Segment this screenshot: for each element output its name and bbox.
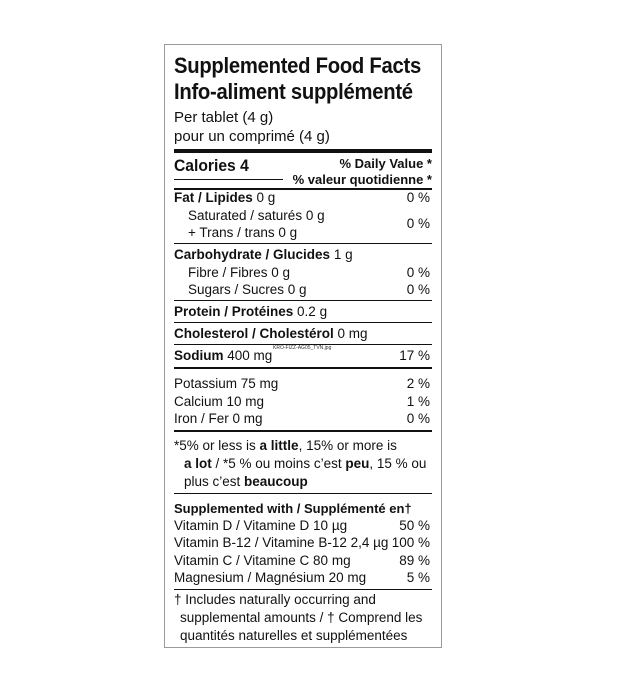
footnote-star: * xyxy=(174,438,180,453)
sugars-line: Sugars / Sucres 0 g xyxy=(188,282,307,297)
sugars-percent: 0 % xyxy=(406,282,430,297)
footnote-text-3: / *5 % ou moins c’est xyxy=(211,456,346,471)
vitamin-b12-line: Vitamin B-12 / Vitamine B-12 2,4 µg xyxy=(174,535,389,550)
carb-amount: 1 g xyxy=(333,247,353,262)
potassium-line: Potassium 75 mg xyxy=(174,376,279,391)
dagger-note-line-1: † Includes naturally occurring and xyxy=(174,592,376,607)
carb-name: Carbohydrate / Glucides xyxy=(174,247,331,262)
sodium-name: Sodium xyxy=(174,348,224,363)
carbohydrate-row xyxy=(174,248,353,262)
footnote-rule xyxy=(174,493,432,494)
saturated-trans-percent: 0 % xyxy=(406,216,430,231)
cholesterol-row xyxy=(174,327,368,341)
dagger-note-line-3: quantités naturelles et supplémentées xyxy=(180,628,408,643)
nutrition-facts-panel xyxy=(164,44,442,648)
saturated-line: Saturated / saturés 0 g xyxy=(188,208,325,223)
footnote-text-1: 5% or less is xyxy=(179,438,260,453)
iron-percent: 0 % xyxy=(406,411,430,426)
calcium-line: Calcium 10 mg xyxy=(174,394,265,409)
calories-underline xyxy=(174,179,283,180)
cholesterol-amount: 0 mg xyxy=(337,326,368,341)
serving-size-french: pour un comprimé (4 g) xyxy=(174,128,330,145)
footnote-text-2: , 15% or more is xyxy=(298,438,397,453)
footnote-text-4: , 15 % ou xyxy=(369,456,427,471)
daily-value-english: % Daily Value * xyxy=(339,156,432,171)
fat-percent: 0 % xyxy=(406,190,430,205)
minerals-rule xyxy=(174,430,432,432)
trans-line: + Trans / trans 0 g xyxy=(188,225,298,240)
title-french: Info-aliment supplémenté xyxy=(174,79,413,104)
protein-amount: 0.2 g xyxy=(297,304,328,319)
dagger-note-line-2: supplemental amounts / † Comprend les xyxy=(180,610,423,625)
carb-rule xyxy=(174,300,432,301)
potassium-percent: 2 % xyxy=(406,376,430,391)
sodium-rule xyxy=(174,367,432,369)
protein-name: Protein / Protéines xyxy=(174,304,294,319)
vitamin-c-line: Vitamin C / Vitamine C 80 mg xyxy=(174,553,351,568)
calories-label: Calories 4 xyxy=(174,156,249,175)
magnesium-percent: 5 % xyxy=(406,570,430,585)
fat-row xyxy=(174,191,275,205)
protein-row xyxy=(174,305,327,319)
footnote-beaucoup: beaucoup xyxy=(244,474,308,489)
fibre-percent: 0 % xyxy=(406,265,430,280)
sodium-row xyxy=(174,349,272,363)
footnote-text-5: plus c’est xyxy=(184,474,245,489)
fat-rule xyxy=(174,243,432,244)
daily-value-footnote xyxy=(174,437,436,491)
fibre-line: Fibre / Fibres 0 g xyxy=(188,265,291,280)
file-code-label: KRO-FIZZ-AG05_TVN.jpg xyxy=(273,345,332,351)
protein-rule xyxy=(174,322,432,323)
daily-value-french: % valeur quotidienne * xyxy=(292,172,432,187)
top-thick-rule xyxy=(174,149,432,153)
fat-name: Fat / Lipides xyxy=(174,190,253,205)
magnesium-line: Magnesium / Magnésium 20 mg xyxy=(174,570,367,585)
supplemented-rule xyxy=(174,589,432,590)
serving-size-english: Per tablet (4 g) xyxy=(174,109,274,126)
cholesterol-name: Cholesterol / Cholestérol xyxy=(174,326,334,341)
supplemented-heading: Supplemented with / Supplémenté en† xyxy=(174,501,412,516)
footnote-little: a little xyxy=(259,438,299,453)
vitamin-d-line: Vitamin D / Vitamine D 10 µg xyxy=(174,518,348,533)
footnote-peu: peu xyxy=(345,456,370,471)
fat-amount: 0 g xyxy=(256,190,276,205)
footnote-lot: a lot xyxy=(184,456,212,471)
vitamin-d-percent: 50 % xyxy=(399,518,430,533)
sodium-percent: 17 % xyxy=(399,348,430,363)
title-english: Supplemented Food Facts xyxy=(174,53,421,78)
calcium-percent: 1 % xyxy=(406,394,430,409)
vitamin-c-percent: 89 % xyxy=(399,553,430,568)
iron-line: Iron / Fer 0 mg xyxy=(174,411,263,426)
sodium-amount: 400 mg xyxy=(227,348,273,363)
vitamin-b12-percent: 100 % xyxy=(391,535,430,550)
